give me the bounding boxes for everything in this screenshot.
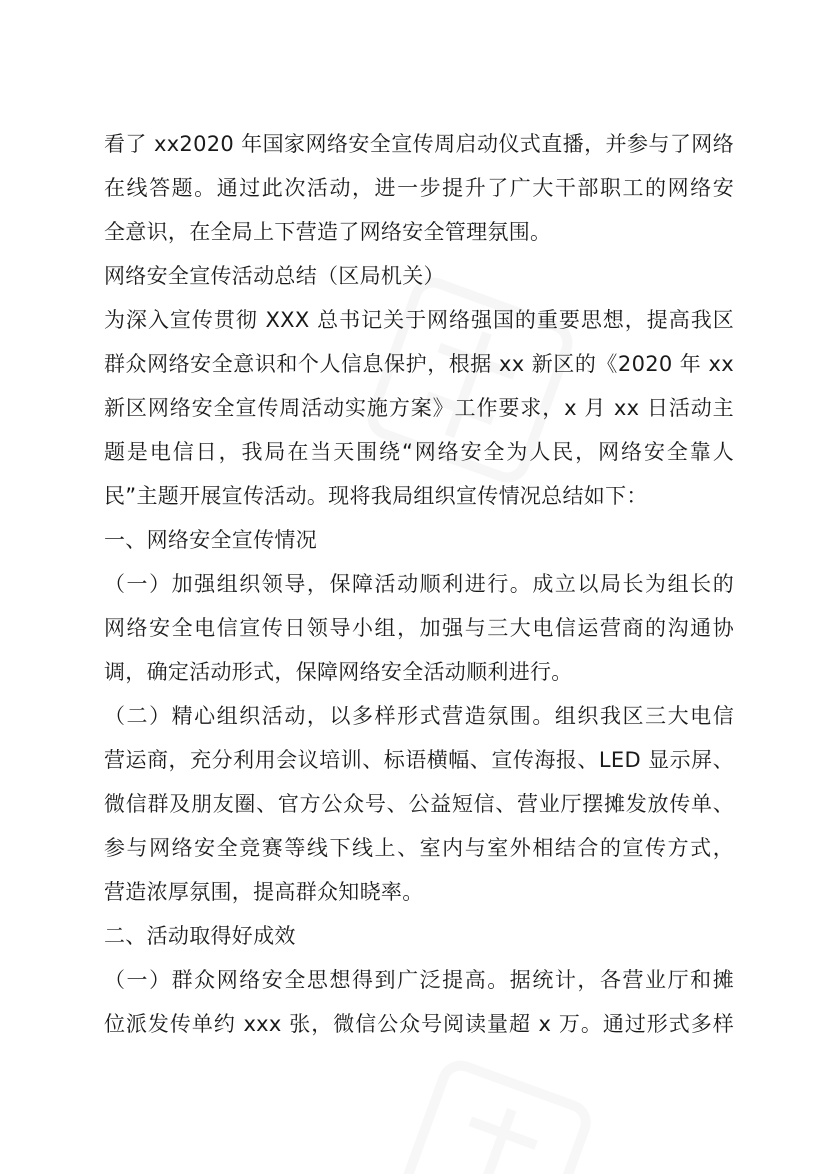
text-line: 网络安全电信宣传日领导小组，加强与三大电信运营商的沟通协 (104, 616, 734, 640)
text-line: 群众网络安全意识和个人信息保护，根据 xx 新区的《2020 年 xx (104, 352, 734, 376)
text-line: 网络安全宣传活动总结（区局机关） (104, 264, 445, 288)
text-line: 民”主题开展宣传活动。现将我局组织宣传情况总结如下： (104, 484, 648, 508)
text-line: 微信群及朋友圈、官方公众号、公益短信、营业厅摆摊发放传单、 (104, 792, 734, 816)
text-line: （一）加强组织领导，保障活动顺利进行。成立以局长为组长的 (104, 572, 734, 596)
text-line: （一）群众网络安全思想得到广泛提高。据统计，各营业厅和摊 (104, 968, 734, 992)
document-body (104, 130, 734, 1054)
text-line: 二、活动取得好成效 (104, 924, 296, 948)
text-line: （二）精心组织活动，以多样形式营造氛围。组织我区三大电信 (104, 704, 734, 728)
text-line: 新区网络安全宣传周活动实施方案》工作要求，x 月 xx 日活动主 (104, 396, 734, 420)
text-line: 为深入宣传贯彻 XXX 总书记关于网络强国的重要思想，提高我区 (104, 308, 734, 332)
text-line: 全意识，在全局上下营造了网络安全管理氛围。 (104, 220, 552, 244)
text-line: 参与网络安全竞赛等线下线上、室内与室外相结合的宣传方式， (104, 836, 734, 860)
text-line: 一、网络安全宣传情况 (104, 528, 317, 552)
text-line: 调，确定活动形式，保障网络安全活动顺利进行。 (104, 660, 573, 684)
text-line: 在线答题。通过此次活动，进一步提升了广大干部职工的网络安 (104, 176, 734, 200)
text-line: 看了 xx2020 年国家网络安全宣传周启动仪式直播，并参与了网络 (104, 132, 734, 156)
watermark-logo-bottom-icon (380, 1060, 600, 1174)
text-line: 位派发传单约 xxx 张，微信公众号阅读量超 x 万。通过形式多样 (104, 1012, 734, 1036)
text-line: 营造浓厚氛围，提高群众知晓率。 (104, 880, 424, 904)
text-line: 题是电信日，我局在当天围绕“网络安全为人民，网络安全靠人 (104, 440, 734, 464)
text-line: 营运商，充分利用会议培训、标语横幅、宣传海报、LED 显示屏、 (104, 748, 734, 772)
